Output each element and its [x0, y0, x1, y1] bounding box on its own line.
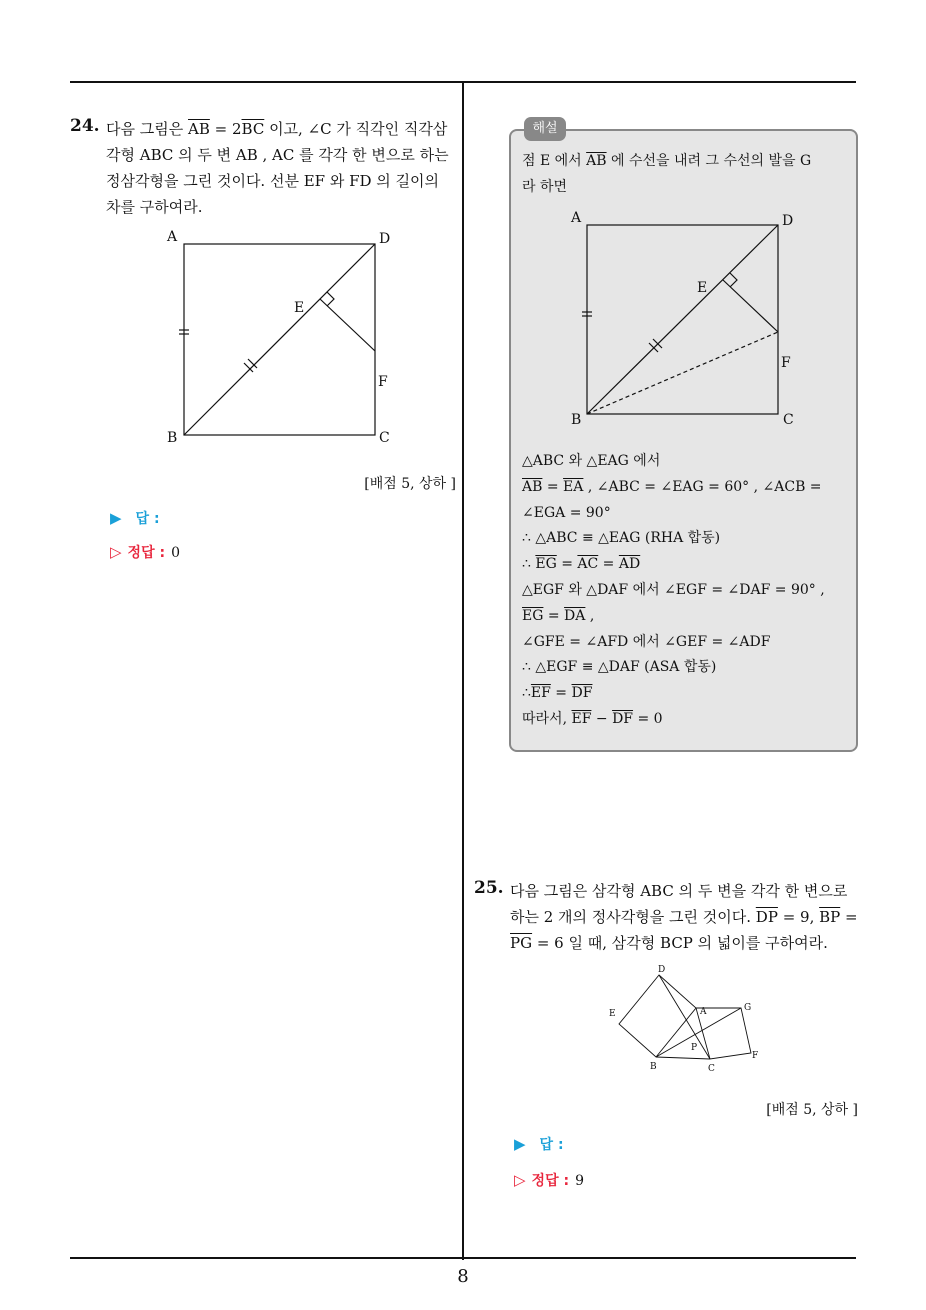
- solution-label-a: A: [571, 210, 582, 226]
- q24-label-b: B: [167, 430, 178, 446]
- text-segment: ∴ △EGF ≡ △DAF (ASA 합동): [522, 659, 717, 676]
- text-segment: 점 E 에서: [522, 153, 587, 169]
- text-segment: 다음 그림은 삼각형 ABC 의 두 변을 각각 한 변으로: [510, 882, 848, 900]
- q24-diagonal-bd: [184, 244, 375, 435]
- overlined-segment: $\overline{DP}$: [755, 908, 778, 926]
- text-segment: 다음 그림은: [106, 120, 188, 138]
- q25-label-d: D: [658, 965, 666, 975]
- q25-label-p: P: [691, 1043, 698, 1053]
- text-segment: ∴ △ABC ≡ △EAG (RHA 합동): [522, 530, 721, 547]
- q24-number: 24.: [70, 116, 100, 136]
- overlined-segment: $\overline{EA}$: [563, 478, 584, 495]
- text-segment: = 2: [209, 120, 242, 138]
- q25-label-g: G: [744, 1003, 752, 1013]
- text-line: [106, 116, 456, 142]
- overlined-segment: $\overline{DA}$: [564, 607, 586, 624]
- solution-right-angle-mark: [730, 273, 737, 287]
- text-segment: =: [556, 556, 578, 573]
- overlined-segment: $\overline{DF}$: [612, 710, 634, 727]
- text-line: [106, 194, 456, 220]
- solution-segment-ef: [723, 280, 778, 332]
- text-segment: 이고, ∠C 가 직각인 직각삼: [264, 120, 448, 138]
- q24-answer-label: 답 :: [135, 511, 160, 527]
- q24-figure: [160, 224, 400, 456]
- q25-number: 25.: [474, 878, 504, 898]
- text-segment: △EGF 와 △DAF 에서 ∠EGF = ∠DAF = 90° ,: [522, 581, 825, 598]
- solution-label-c: C: [783, 412, 794, 428]
- overlined-segment: $\overline{DF}$: [571, 685, 593, 702]
- text-segment: 에 수선을 내려 그 수선의 발을 G: [606, 153, 812, 169]
- overlined-segment: $\overline{PG}$: [510, 934, 533, 952]
- text-segment: =: [543, 607, 565, 624]
- q25-segment-dc: [659, 975, 710, 1059]
- q25-answer-row[interactable]: [514, 1134, 564, 1154]
- q24-correct-label: 정답 :: [127, 545, 166, 561]
- q24-correct-value: 0: [171, 545, 180, 561]
- text-segment: 각형 ABC 의 두 변 AB , AC 를 각각 한 변으로 하는: [106, 146, 449, 164]
- solution-body: [522, 449, 825, 733]
- q25-segment-bg: [656, 1008, 741, 1057]
- text-line: [522, 149, 811, 175]
- text-line: [522, 655, 825, 681]
- text-segment: 따라서,: [522, 710, 572, 727]
- text-segment: 하는 2 개의 정사각형을 그린 것이다.: [510, 908, 756, 926]
- overlined-segment: $\overline{AC}$: [577, 556, 599, 573]
- q24-label-e: E: [294, 300, 305, 316]
- q24-label-a: A: [167, 229, 178, 245]
- q25-label-f: F: [752, 1051, 759, 1061]
- correct-arrow-icon: ▷: [514, 1171, 526, 1189]
- solution-label-e: E: [697, 280, 708, 296]
- q25-square-abed: [619, 975, 696, 1057]
- overlined-segment: $\overline{BC}$: [241, 120, 265, 138]
- text-line: [522, 475, 825, 501]
- text-line: [510, 930, 860, 956]
- q25-figure: [600, 958, 770, 1078]
- text-segment: = 6 일 때, 삼각형 BCP 의 넓이를 구하여라.: [532, 934, 828, 952]
- text-segment: ,: [585, 607, 595, 624]
- solution-label-d: D: [782, 213, 794, 229]
- solution-label-f: F: [781, 355, 791, 371]
- q24-answer-row[interactable]: [110, 508, 160, 528]
- text-line: [106, 168, 456, 194]
- q25-text: [510, 878, 860, 956]
- answer-arrow-icon: ▶: [514, 1135, 526, 1153]
- overlined-segment: $\overline{BP}$: [819, 908, 841, 926]
- overlined-segment: $\overline{AD}$: [618, 556, 641, 573]
- text-segment: 정삼각형을 그린 것이다. 선분 EF 와 FD 의 길이의: [106, 172, 440, 190]
- q25-correct-label: 정답 :: [531, 1173, 570, 1189]
- text-line: [522, 681, 825, 707]
- text-line: [522, 552, 825, 578]
- text-line: [522, 630, 825, 656]
- q25-label-e: E: [609, 1009, 616, 1019]
- q24-right-angle-mark: [327, 292, 334, 306]
- overlined-segment: $\overline{AB}$: [522, 478, 543, 495]
- text-segment: ∴: [522, 556, 536, 573]
- text-segment: △ABC 와 △EAG 에서: [522, 453, 661, 469]
- text-line: [522, 578, 825, 604]
- text-segment: , ∠ABC = ∠EAG = 60° , ∠ACB =: [583, 478, 822, 495]
- q25-label-a: A: [700, 1007, 707, 1017]
- text-segment: 라 하면: [522, 178, 568, 195]
- overlined-segment: $\overline{EF}$: [571, 710, 592, 727]
- overlined-segment: $\overline{AB}$: [586, 153, 607, 169]
- overlined-segment: $\overline{EF}$: [530, 685, 551, 702]
- text-line: [522, 526, 825, 552]
- text-line: [522, 501, 825, 527]
- q24-points: [배점 5, 상하 ]: [364, 476, 456, 492]
- text-line: [522, 175, 811, 201]
- answer-arrow-icon: ▶: [110, 509, 122, 527]
- text-line: [106, 142, 456, 168]
- text-line: [510, 904, 860, 930]
- text-segment: =: [840, 908, 858, 926]
- q24-label-c: C: [379, 430, 390, 446]
- page-number: 8: [457, 1266, 469, 1287]
- overlined-segment: $\overline{AB}$: [188, 120, 210, 138]
- q24-text: [106, 116, 456, 220]
- text-segment: ∠EGA = 90°: [522, 504, 611, 521]
- correct-arrow-icon: ▷: [110, 543, 122, 561]
- solution-intro: [522, 149, 811, 201]
- text-segment: 차를 구하여라.: [106, 198, 203, 216]
- text-segment: ∠GFE = ∠AFD 에서 ∠GEF = ∠ADF: [522, 633, 771, 650]
- text-segment: =: [542, 478, 564, 495]
- text-segment: −: [591, 710, 613, 727]
- solution-diagonal-bd: [587, 225, 778, 414]
- q25-label-b: B: [650, 1062, 657, 1072]
- column-divider: [462, 82, 464, 1260]
- text-line: [522, 449, 825, 475]
- q24-correct-row: [110, 542, 180, 562]
- q24-label-f: F: [378, 374, 388, 390]
- solution-figure: [565, 206, 805, 432]
- q25-answer-label: 답 :: [539, 1137, 564, 1153]
- solution-tag: 해설: [524, 117, 566, 141]
- q25-label-c: C: [708, 1064, 715, 1074]
- text-segment: = 9,: [777, 908, 820, 926]
- q25-correct-row: [514, 1170, 584, 1190]
- text-segment: ∴: [522, 685, 531, 702]
- overlined-segment: $\overline{EG}$: [535, 556, 557, 573]
- text-line: [510, 878, 860, 904]
- q24-label-d: D: [379, 231, 391, 247]
- q25-correct-value: 9: [575, 1173, 584, 1189]
- text-line: [522, 707, 825, 733]
- solution-dashed-bf: [587, 332, 778, 414]
- q25-points: [배점 5, 상하 ]: [766, 1102, 858, 1118]
- text-segment: =: [550, 685, 572, 702]
- text-segment: = 0: [633, 710, 663, 727]
- text-segment: =: [598, 556, 619, 573]
- solution-label-b: B: [571, 412, 582, 428]
- overlined-segment: $\overline{EG}$: [522, 607, 544, 624]
- q25-segment-bc: [656, 1057, 710, 1059]
- q24-segment-ef: [320, 299, 375, 351]
- text-line: [522, 604, 825, 630]
